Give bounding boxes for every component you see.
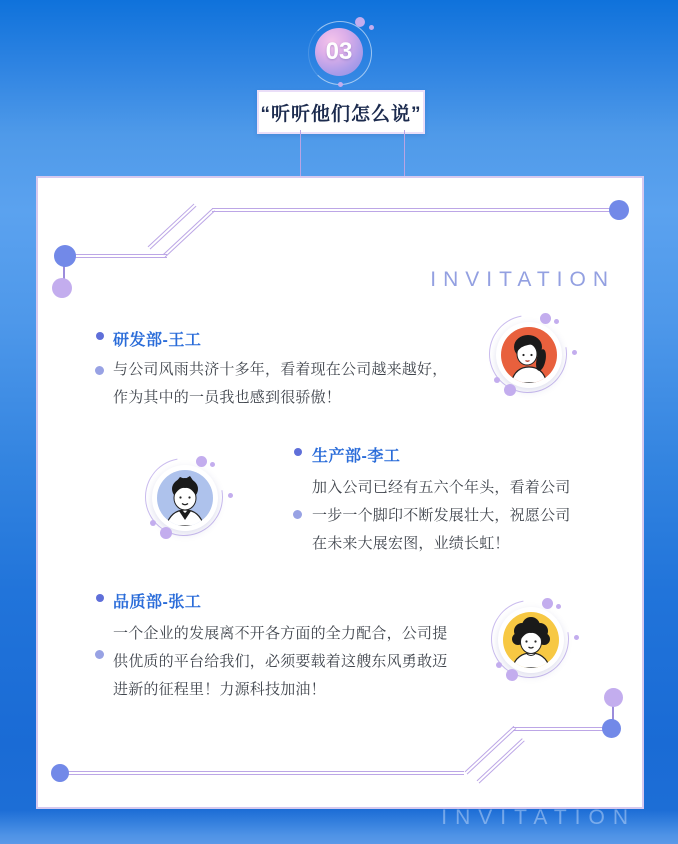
decor-dot-blue-bottom-left [51, 764, 69, 782]
bullet-quote-3 [95, 650, 104, 659]
invitation-watermark-top: INVITATION [430, 268, 615, 291]
badge-dot-bottom [338, 82, 343, 87]
avatar-decor-dot [160, 527, 172, 539]
testimonial-3-avatar [498, 607, 564, 673]
decor-dot-blue-top-left [54, 245, 76, 267]
bullet-quote-1 [95, 366, 104, 375]
decor-dot-blue-bottom-right [602, 719, 621, 738]
testimonial-2-avatar [152, 465, 218, 531]
avatar-decor-dot [572, 350, 577, 355]
testimonial-2-name: 生产部-李工 [312, 448, 401, 465]
decor-dot-lavender-bottom-right [604, 688, 623, 707]
decor-line-top-right [212, 208, 620, 212]
section-title-box [257, 90, 425, 134]
quote-line: 进新的征程里！力源科技加油！ [113, 681, 326, 698]
quote-line: 供优质的平台给我们，必须要载着这艘东风勇敢迈 [113, 653, 448, 670]
section-number-badge [315, 28, 363, 76]
avatar-decor-dot [504, 384, 516, 396]
invitation-watermark-bottom: INVITATION [441, 806, 636, 829]
avatar-decor-dot [574, 635, 579, 640]
curly-hair-engineer-avatar-icon [503, 612, 559, 668]
quote-line: 一步一个脚印不断发展壮大，祝愿公司 [312, 507, 571, 524]
bullet-name-1 [96, 332, 104, 340]
avatar-decor-dot [210, 462, 215, 467]
avatar-decor-dot [554, 319, 559, 324]
male-engineer-avatar-icon [157, 470, 213, 526]
avatar-decor-dot [556, 604, 561, 609]
decor-line-bottom-left [60, 771, 464, 775]
testimonial-1-quote [113, 356, 447, 412]
female-engineer-avatar-icon [501, 327, 557, 383]
avatar-decor-dot [540, 313, 551, 324]
decor-dot-blue-top-right [609, 200, 629, 220]
avatar-decor-dot [228, 493, 233, 498]
avatar-decor-dot [542, 598, 553, 609]
bullet-quote-2 [293, 510, 302, 519]
testimonial-1-name: 研发部-王工 [113, 332, 202, 349]
testimonial-3-name: 品质部-张工 [113, 594, 202, 611]
decor-line-bottom-right [513, 727, 611, 731]
testimonial-3-quote [113, 620, 447, 704]
decor-dot-lavender-top-left [52, 278, 72, 298]
badge-dot-small [369, 25, 374, 30]
quote-line: 一个企业的发展离不开各方面的全力配合，公司提 [113, 625, 448, 642]
avatar-decor-dot [496, 662, 502, 668]
testimonial-1-avatar [496, 322, 562, 388]
bullet-name-3 [96, 594, 104, 602]
title-connector-line-right [404, 130, 405, 176]
quote-line: 作为其中的一员我也感到很骄傲！ [113, 389, 342, 406]
quote-line: 在未来大展宏图，业绩长虹！ [312, 535, 510, 552]
quote-line: 加入公司已经有五六个年头，看着公司 [312, 479, 571, 496]
avatar-decor-dot [196, 456, 207, 467]
testimonial-2-quote [312, 474, 570, 558]
bullet-name-2 [294, 448, 302, 456]
avatar-decor-dot [494, 377, 500, 383]
title-connector-line-left [300, 130, 301, 176]
quote-line: 与公司风雨共济十多年，看着现在公司越来越好， [113, 361, 448, 378]
avatar-decor-dot [150, 520, 156, 526]
badge-dot-large [355, 17, 365, 27]
decor-line-top-left [65, 254, 167, 258]
section-number: 03 [325, 38, 353, 65]
section-title: “听听他们怎么说” [260, 103, 422, 125]
avatar-decor-dot [506, 669, 518, 681]
